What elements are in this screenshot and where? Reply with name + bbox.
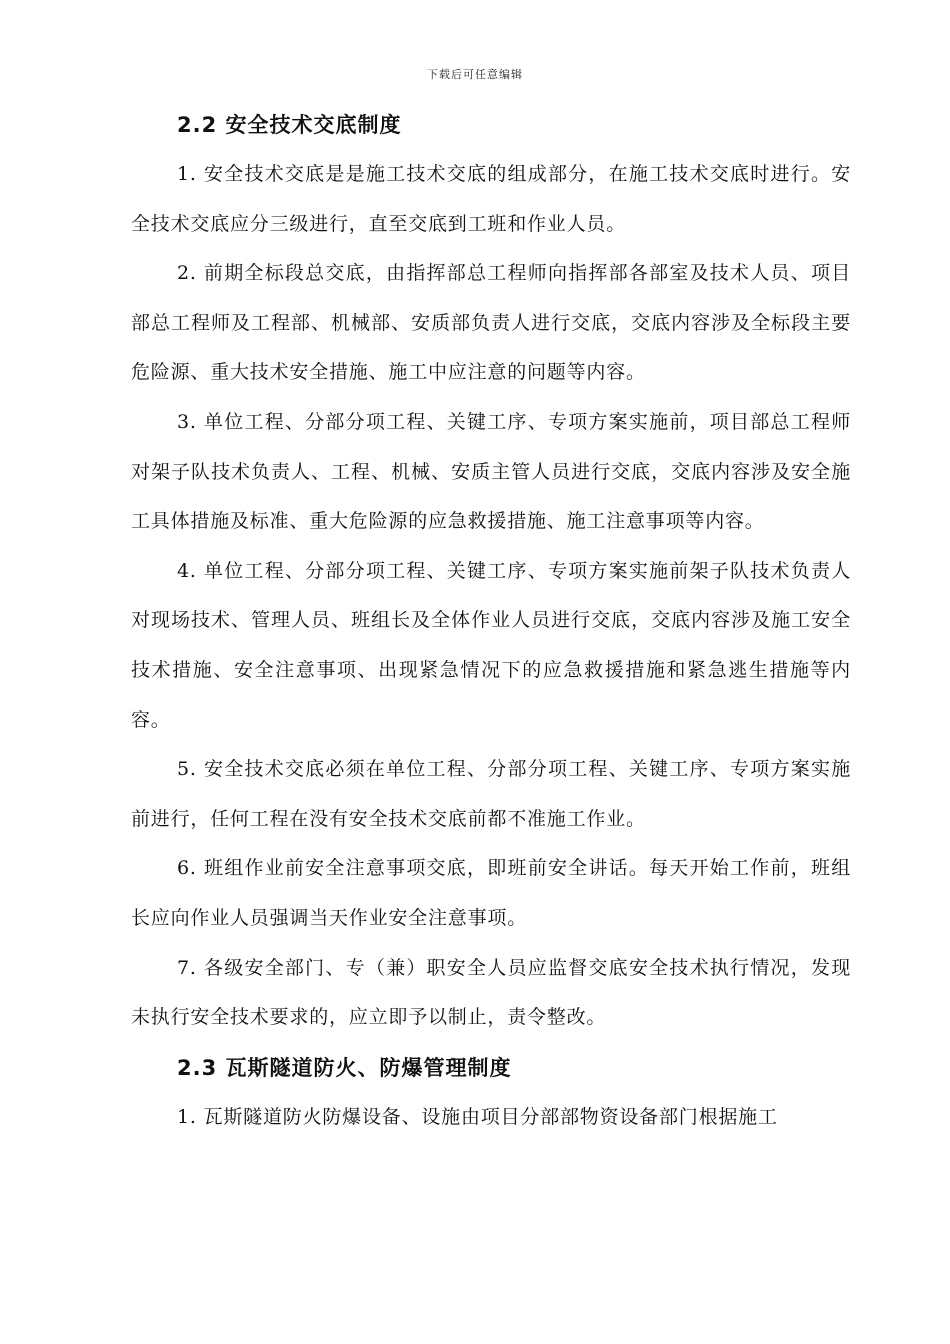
document-body [131,100,851,1142]
paragraph: 1. 安全技术交底是是施工技术交底的组成部分，在施工技术交底时进行。安全技术交底应分三级进行，直至交底到工班和作业人员。 [131,163,851,235]
section-heading: 2.3 瓦斯隧道防火、防爆管理制度 [177,1055,512,1080]
section-2-3 [131,1043,851,1143]
page-header-note: 下载后可任意编辑 [427,68,523,81]
paragraph: 7. 各级安全部门、专（兼）职安全人员应监督交底安全技术执行情况，发现未执行安全技术要求的，应立即予以制止，责令整改。 [131,956,851,1029]
paragraph: 3. 单位工程、分部分项工程、关键工序、专项方案实施前，项目部总工程师对架子队技术负责人、工程、机械、安质主管人员进行交底，交底内容涉及安全施工具体措施及标准、重大危险源的应急救援措施、施工注意事项等内容。 [131,410,851,533]
section-2-2 [131,100,851,1043]
paragraph: 4. 单位工程、分部分项工程、关键工序、专项方案实施前架子队技术负责人对现场技术、管理人员、班组长及全体作业人员进行交底，交底内容涉及施工安全技术措施、安全注意事项、出现紧急情况下的应急救援措施和紧急逃生措施等内容。 [131,559,851,731]
paragraph: 5. 安全技术交底必须在单位工程、分部分项工程、关键工序、专项方案实施前进行，任何工程在没有安全技术交底前都不准施工作业。 [131,758,851,830]
paragraph: 1. 瓦斯隧道防火防爆设备、设施由项目分部部物资设备部门根据施工 [177,1105,778,1128]
paragraph: 6. 班组作业前安全注意事项交底，即班前安全讲话。每天开始工作前，班组长应向作业人员强调当天作业安全注意事项。 [131,857,851,929]
paragraph: 2. 前期全标段总交底，由指挥部总工程师向指挥部各部室及技术人员、项目部总工程师及工程部、机械部、安质部负责人进行交底，交底内容涉及全标段主要危险源、重大技术安全措施、施工中应注意的问题等内容。 [131,262,851,384]
section-heading: 2.2 安全技术交底制度 [177,113,402,137]
